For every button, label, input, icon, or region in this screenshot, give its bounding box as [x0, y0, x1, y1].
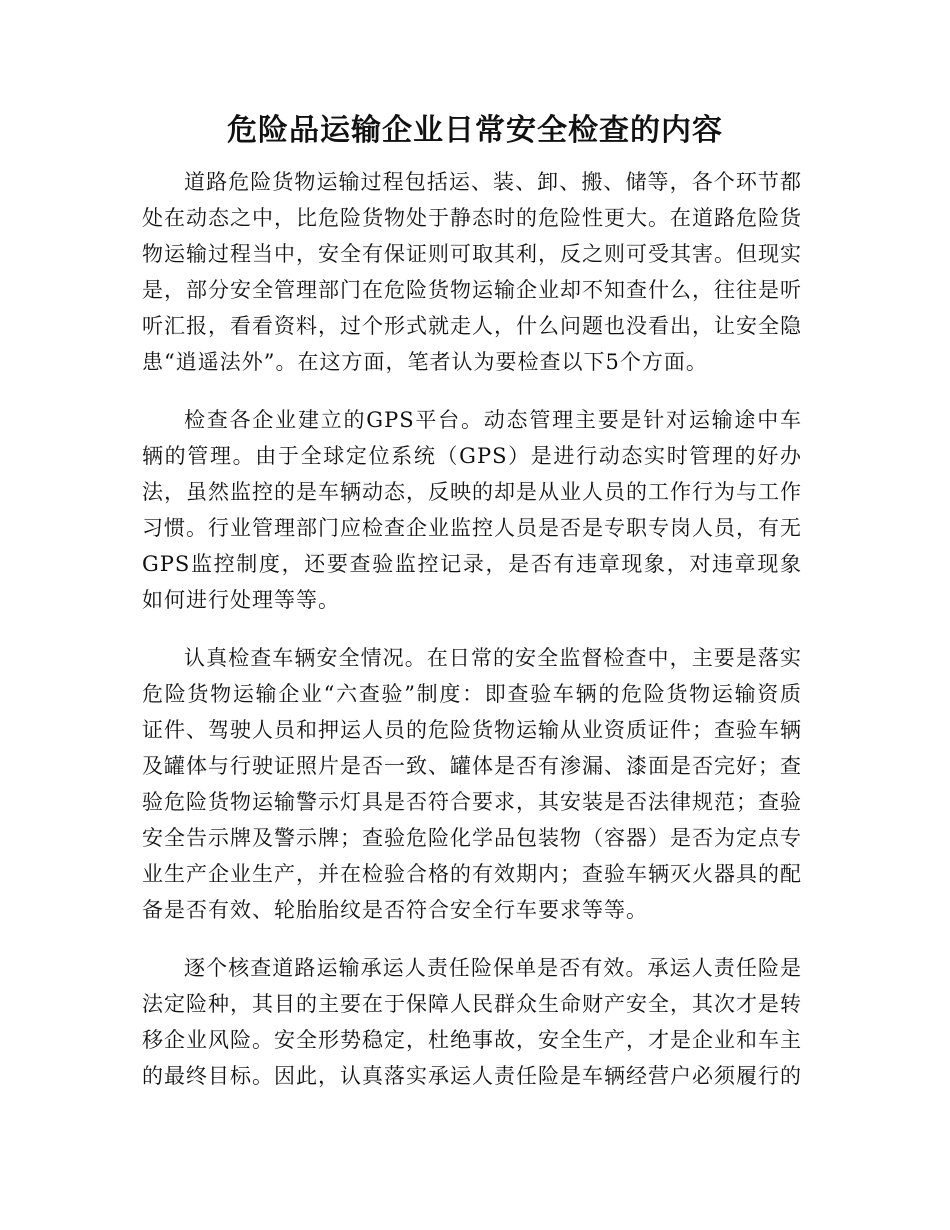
- paragraph-gps-platform: 检查各企业建立的GPS平台。动态管理主要是针对运输途中车辆的管理。由于全球定位系统（GPS）是进行动态实时管理的好办法，虽然监控的是车辆动态，反映的却是从业人员的工作行为与工作习惯。行业管理部门应检查企业监控人员是否是专职专岗人员，有无GPS监控制度，还要查验监控记录，是否有违章现象，对违章现象如何进行处理等等。: [142, 408, 802, 612]
- paragraph-intro: 道路危险货物运输过程包括运、装、卸、搬、储等，各个环节都处在动态之中，比危险货物处于静态时的危险性更大。在道路危险货物运输过程当中，安全有保证则可取其利，反之则可受其害。但现实是，部分安全管理部门在危险货物运输企业却不知查什么，往往是听听汇报，看看资料，过个形式就走人，什么问题也没看出，让安全隐患“逍遥法外”。在这方面，笔者认为要检查以下5个方面。: [142, 170, 802, 374]
- paragraph-vehicle-safety: 认真检查车辆安全情况。在日常的安全监督检查中，主要是落实危险货物运输企业“六查验”制度：即查验车辆的危险货物运输资质证件、驾驶人员和押运人员的危险货物运输从业资质证件；查验车辆及罐体与行驶证照片是否一致、罐体是否有渗漏、漆面是否完好；查验危险货物运输警示灯具是否符合要求，其安装是否法律规范；查验安全告示牌及警示牌；查验危险化学品包装物（容器）是否为定点专业生产企业生产，并在检验合格的有效期内；查验车辆灭火器具的配备是否有效、轮胎胎纹是否符合安全行车要求等等。: [142, 646, 802, 922]
- document-body: [142, 164, 802, 1116]
- document-title: 危险品运输企业日常安全检查的内容: [227, 113, 723, 148]
- paragraph-liability-insurance: 逐个核查道路运输承运人责任险保单是否有效。承运人责任险是法定险种，其目的主要在于保障人民群众生命财产安全，其次才是转移企业风险。安全形势稳定，杜绝事故，安全生产，才是企业和车主的最终目标。因此，认真落实承运人责任险是车辆经营户必须履行的: [142, 956, 802, 1088]
